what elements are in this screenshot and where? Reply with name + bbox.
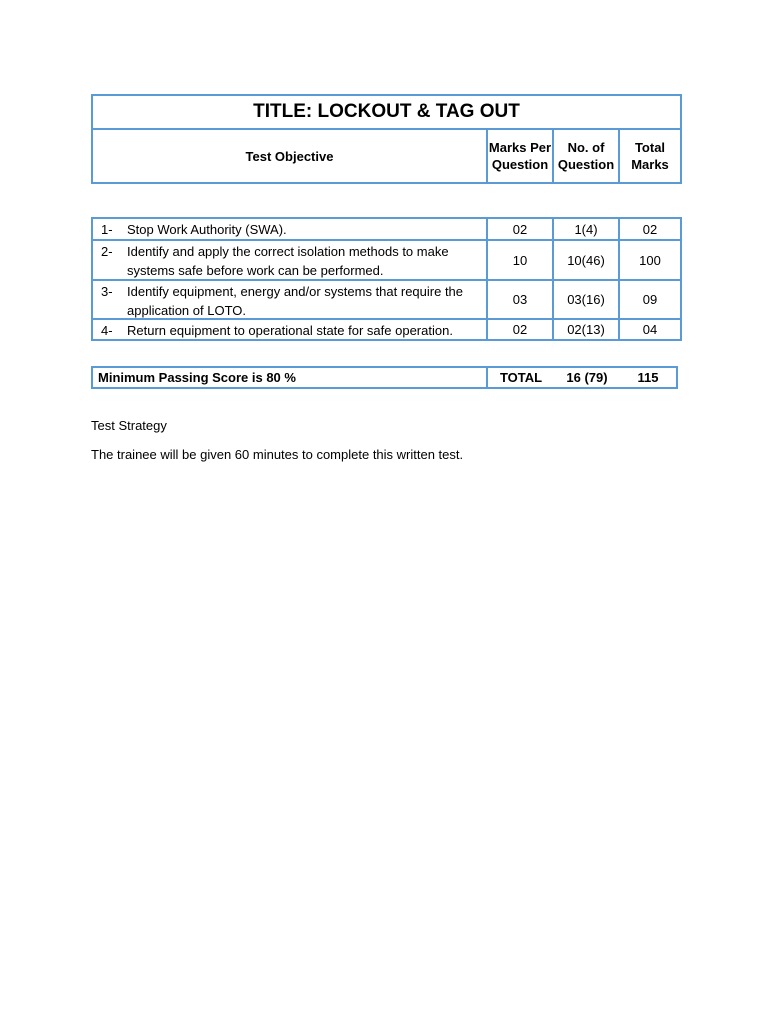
passing-score-label: Minimum Passing Score is 80 % xyxy=(93,368,488,387)
no-of-question-cell: 10(46) xyxy=(554,241,620,279)
objective-text: Return equipment to operational state for safe operation. xyxy=(127,323,453,338)
objective-cell xyxy=(93,320,488,339)
col-header-objective: Test Objective xyxy=(93,130,488,182)
row-number: 4- xyxy=(101,323,113,338)
page-title: TITLE: LOCKOUT & TAG OUT xyxy=(93,96,680,130)
total-marks-cell: 04 xyxy=(642,322,658,337)
objective-cell xyxy=(93,241,488,279)
marks-per-question-cell: 02 xyxy=(488,219,554,239)
table-row xyxy=(93,281,680,320)
row-number: 1- xyxy=(101,222,113,237)
no-of-question-cell: 02(13) xyxy=(554,320,620,339)
no-of-question-cell: 1(4) xyxy=(554,219,620,239)
objective-text: Stop Work Authority (SWA). xyxy=(127,222,287,237)
col-header-marks-per-question: Marks Per Question xyxy=(488,130,554,182)
table-row xyxy=(93,241,680,281)
objective-cell xyxy=(93,281,488,318)
strategy-heading: Test Strategy xyxy=(91,418,167,433)
marks-per-question-cell: 10 xyxy=(488,241,554,279)
strategy-text: The trainee will be given 60 minutes to complete this written test. xyxy=(91,447,464,462)
header-table xyxy=(91,94,682,184)
total-marks-cell: 100 xyxy=(639,252,661,268)
marks-per-question-cell: 03 xyxy=(488,281,554,318)
row-number: 2- xyxy=(101,244,113,259)
objective-text: Identify equipment, energy and/or systems that require the application of LOTO. xyxy=(127,284,464,318)
objectives-table xyxy=(91,217,682,341)
table-row xyxy=(93,320,680,339)
total-marks: 115 xyxy=(637,370,659,385)
table-row xyxy=(93,219,680,241)
total-marks-cell: 09 xyxy=(642,292,658,307)
row-number: 3- xyxy=(101,284,113,299)
objective-cell xyxy=(93,219,488,239)
total-label: TOTAL xyxy=(499,370,543,385)
col-header-no-of-question: No. of Question xyxy=(554,130,620,182)
marks-per-question-cell: 02 xyxy=(488,320,554,339)
no-of-question-cell: 03(16) xyxy=(554,281,620,318)
col-header-total-marks: Total Marks xyxy=(631,140,669,172)
summary-row xyxy=(91,366,678,389)
total-marks-cell: 02 xyxy=(642,221,658,237)
total-questions: 16 (79) xyxy=(566,370,608,385)
objective-text: Identify and apply the correct isolation methods to make systems safe before work can be performed. xyxy=(127,244,449,278)
